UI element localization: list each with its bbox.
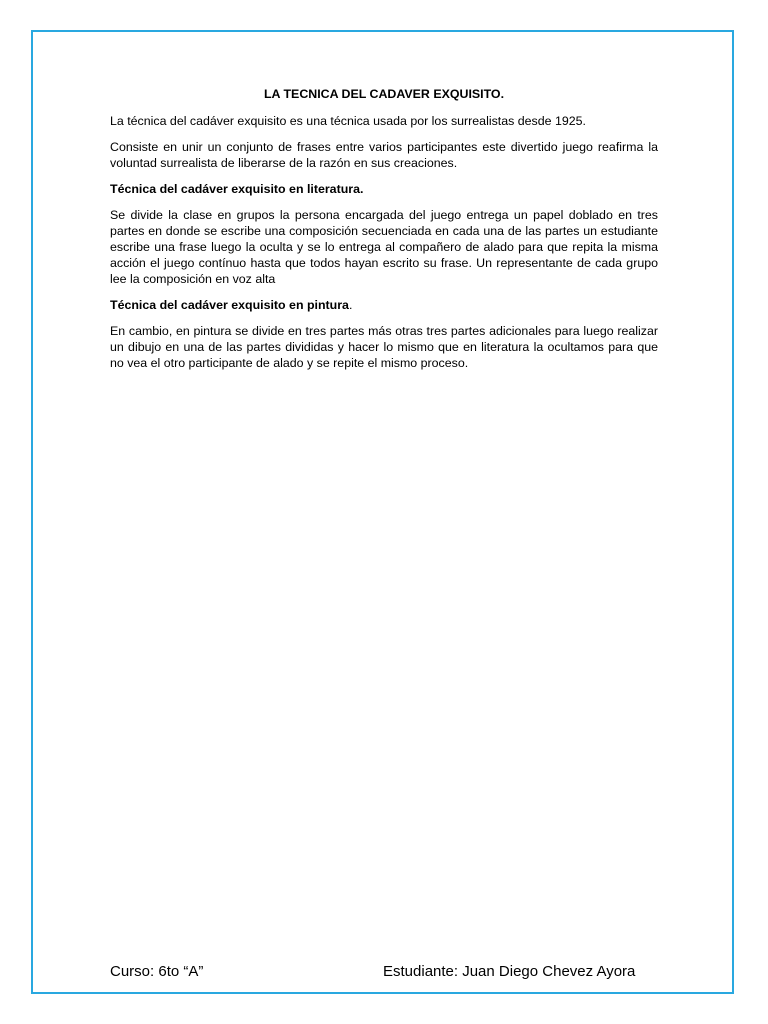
painting-heading-line (110, 297, 658, 313)
painting-paragraph: En cambio, en pintura se divide en tres partes más otras tres partes adicionales para luego realizar un dibujo en una de las partes divididas y hacer lo mismo que en literatura la ocultamos para que no vea el otro participante de alado y se repite el mismo proceso. (110, 324, 658, 370)
document-title: LA TECNICA DEL CADAVER EXQUISITO. (263, 87, 505, 101)
literature-paragraph: Se divide la clase en grupos la persona encargada del juego entrega un papel doblado en tres partes en donde se escribe una composición secuenciada en cada una de las partes un estudiante escribe una frase luego la oculta y se lo entrega al compañero de alado para que repita la misma acción el juego contínuo hasta que todos hayan escrito su frase. Un representante de cada grupo lee la composición en voz alta (110, 208, 658, 286)
document-content (110, 86, 658, 381)
painting-heading: Técnica del cadáver exquisito en pintura (110, 298, 349, 312)
course-label: Curso: 6to “A” (110, 963, 204, 980)
painting-heading-period: . (348, 298, 353, 312)
literature-heading: Técnica del cadáver exquisito en literatura. (110, 182, 364, 196)
intro-paragraph: La técnica del cadáver exquisito es una técnica usada por los surrealistas desde 1925. (110, 114, 586, 128)
description-paragraph: Consiste en unir un conjunto de frases entre varios participantes este divertido juego reafirma la voluntad surrealista de liberarse de la razón en sus creaciones. (110, 140, 658, 170)
student-name: Estudiante: Juan Diego Chevez Ayora (383, 963, 636, 980)
